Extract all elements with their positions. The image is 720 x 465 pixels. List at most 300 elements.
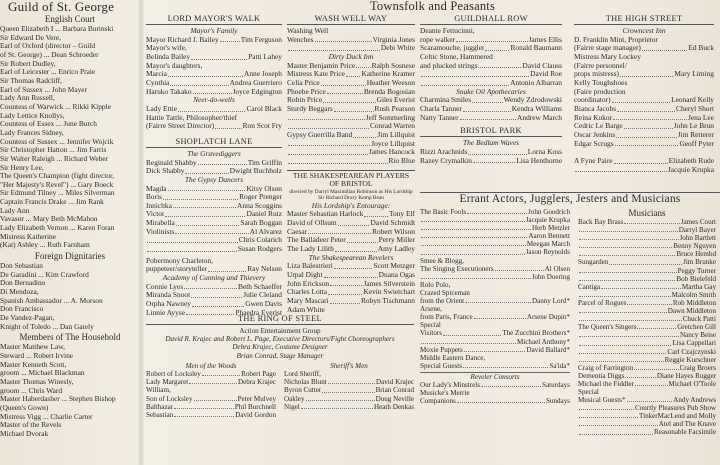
performer-name: Martha Gay [681,282,716,291]
cast-row [574,166,714,175]
text-line: Action Entertainment Group [239,327,321,335]
dot-leader [609,258,682,264]
dot-leader [616,131,676,138]
performer-name: Kendra Williams [511,104,562,113]
dot-leader [579,267,677,273]
cast-row [578,412,716,420]
dot-leader [288,148,368,155]
performer-name: Chuck Patti [682,315,716,324]
performer-name: Darryl Bayer [678,226,716,235]
performer-name: Julie Cleland [243,291,282,300]
performer-name: Wendy Zdrodowski [503,96,562,105]
musicians [578,208,716,437]
cast-row [420,281,570,289]
performer-name: James Court [680,218,716,226]
performer-name: Daniel Ruiz [246,210,282,219]
dot-leader [579,412,638,418]
cast-row [578,307,716,315]
townsfolk-heading: Townsfolk and Peasants [369,0,496,13]
cast-row [420,216,570,224]
dot-leader [579,242,672,248]
washwell-column [287,14,415,314]
dot-leader [338,219,370,226]
cast-row [578,275,716,283]
role-name: Musical Guests* [578,396,626,405]
role-name: Oakley [284,394,305,403]
role-name: Crazed Spiceman [420,288,470,297]
cast-row [287,96,415,105]
performer-name: Tim Griffin [247,158,282,167]
role-name: Hattie Tattle, Philosopher/thief [146,113,238,122]
dot-leader [624,122,673,129]
dot-leader [463,105,511,112]
role-name: and plucked strings [420,61,478,70]
cast-row [287,297,415,306]
dot-leader [601,283,681,289]
cast-row [287,288,415,297]
performer-name: John Bartlett [679,234,716,243]
text-line: groom ... Chris Ward [0,386,63,395]
performer-name: James Hancock [368,148,415,157]
dot-leader [168,70,243,77]
performer-name: Ed Buck [688,44,714,53]
dot-leader [347,236,378,243]
role-name: Special [578,387,599,396]
text-line: groom ... Michael Blackman [0,369,85,378]
role-name: Marcia [146,70,167,79]
dot-leader [323,96,376,103]
performer-name: Perry Miller [378,236,415,245]
role-name: David of Ollsum [287,219,337,228]
performer-name: Peggy Turner [677,266,716,275]
performer-name: Antonio Albarran [510,78,562,87]
performer-name: Peter Mulvey [237,394,276,403]
cast-row [287,140,415,149]
dot-leader [335,245,377,252]
gypsy-dancers-sub: The Gypsy Dancers [184,174,244,184]
cast-row [284,378,414,386]
cast-row [420,240,570,248]
performer-name: John Goodrich [528,208,570,216]
role-name: Charles Lotta [287,288,328,297]
cast-row [287,36,415,45]
dot-leader [174,403,234,409]
role-name: Pobermony Charleton, [146,256,213,265]
cast-row [146,370,276,378]
cast-row [420,36,562,45]
cast-row [574,70,714,79]
cast-row [574,53,714,62]
gravediggers-list [146,159,282,176]
cast-row [146,53,282,62]
role-name: Edgar Scrugs [574,139,614,148]
dot-leader [642,44,687,51]
highstreet-heading: THE HIGH STREET [574,14,714,25]
performer-name: Beth Schaeffer [238,282,282,291]
role-name: Natty Tanner [420,113,459,122]
cast-row [578,242,716,250]
cast-row [146,114,282,123]
errant-left [420,208,570,405]
role-name: Reginald Shabby [146,158,197,167]
role-name: (Fairre personnel/ [574,61,627,70]
cast-row [420,148,562,157]
cast-row [287,157,415,166]
role-name: Special [420,321,441,330]
cast-row [420,397,570,405]
dot-leader [457,397,545,403]
cast-row [574,105,714,114]
cast-row [420,389,570,397]
role-name: Mary Mascari [287,297,329,306]
cast-row [146,159,282,168]
cast-row [420,53,562,62]
entourage-sub: His Lordship's Entourage: [311,200,391,210]
gravediggers-sub: The Gravediggers [187,148,241,158]
ring-credits [146,327,414,360]
text-line: Master Thomas Winesly, [0,377,74,386]
dot-leader [356,62,371,69]
sheriffs-men [284,362,414,419]
performer-name: Brenda Bogosian [363,87,415,96]
cast-row [578,226,716,234]
cast-row [420,248,570,256]
cast-row [287,262,415,271]
errant-heading: Errant Actors, Jugglers, Jesters and Musicians [420,192,720,206]
performer-name: Kevin Swietchart [363,288,415,297]
cast-row [574,36,714,45]
performer-name: Dawn Middleton [667,307,716,316]
cast-row [578,258,716,266]
dot-leader [481,381,541,387]
court-entry: Lady Ann [0,206,30,215]
court-entry: "Her Majesty's Revel") ... Gary Boeck [0,180,114,189]
cast-row [420,321,570,329]
dot-leader [334,105,374,112]
dot-leader [579,275,675,281]
cast-row [578,348,716,356]
performer-name: Jacquie Krupka [667,165,714,174]
dot-leader [147,245,237,252]
role-name: Cedric Le Barge [574,122,623,131]
role-name: Orpha Nawney [146,300,191,309]
performer-name: Reggie Kurschner [664,355,716,364]
court-heading: English Court [44,14,96,24]
ring-heading: THE RING OF STEEL [146,314,414,325]
performer-name: Gretchen Gill [677,323,716,332]
performer-name: Jacquie Krupka [525,216,570,225]
performer-name: Danny Lord* [531,297,570,306]
performer-name: Lorna Koss [527,147,562,156]
academy-list [146,283,282,318]
mayor-family-sub: Mayor's Family [190,26,238,35]
performer-name: Carol Black [246,104,282,113]
dot-leader [613,114,687,121]
performer-name: Phaedra Everist [235,308,282,317]
performer-name: Reasonable Facsimile [653,428,716,437]
lord-mayor-heading: LORD MAYOR'S WALK [146,14,282,25]
dot-leader [614,157,668,164]
role-name: Parcel of Rogues [578,298,627,307]
role-name: Adam White [287,305,325,314]
dot-leader [579,428,653,434]
role-name: Arsene, [420,305,442,314]
performer-name: Atel and The Knave [658,420,716,429]
text-line: Master Matthew Law, [0,343,65,352]
dot-leader [194,395,237,401]
household-heading: Members of The Household [19,332,121,343]
role-name: Deante Fettucinni, [420,27,475,35]
court-entry: Lady Frances Sidney, [0,128,64,137]
text-line: Steward ... Robert Irvine [0,351,74,360]
performer-name: Diane Hayes Rugger [656,371,716,380]
performer-name: Chris Colarich [238,236,282,245]
role-name: Oscar Jenkins [574,130,616,139]
cast-row [420,224,570,232]
cast-row [146,62,282,71]
highstreet-column [574,14,714,174]
role-name: Sungarden [578,258,609,267]
court-entry: Mistress Katherine [0,232,57,241]
role-name: Victor [146,210,165,219]
performer-name: The Zucchini Brothers* [502,329,570,338]
role-name: Miranda Snoot [146,291,191,300]
role-name: Moxie Puppets [420,345,463,354]
role-name: Washing Well [287,27,329,35]
role-name: from Paris, France [420,313,473,322]
performer-name: Amy Ladley [377,245,415,254]
text-line: Knight of Toledo ... Dan Gately [0,322,94,331]
role-name: Craig of Farrington [578,363,634,372]
dot-leader [192,300,244,307]
court-entry: Queen Elizabeth I ... Barbara Burinski [0,25,114,33]
revelers-sub: The Shakespearean Revelers [308,252,394,262]
cast-row [146,245,282,254]
dot-leader [421,70,529,77]
performer-name: Jeff Sommerling [365,113,415,122]
apothecaries-sub: Snake Oil Apothecaries [456,86,526,96]
entourage-list [287,210,415,253]
dot-leader [579,356,664,362]
cast-row [420,105,562,114]
role-name: Celtic Stone, Hammered [420,52,493,61]
cast-row [287,131,415,140]
role-name: The Balladeer Peter [287,236,346,245]
role-name: coordinator) [574,96,611,105]
performer-name: Sa'ida* [549,361,570,370]
dot-leader [328,288,362,295]
dot-leader [460,114,517,121]
role-name: Connie Lyes [146,282,184,291]
performer-name: Tim Ferguson [240,35,282,44]
men-of-woods [146,362,276,419]
dot-leader [168,185,246,192]
cast-row [420,273,570,281]
role-name: Cantiga [578,282,601,291]
text-line: (Queen's Gown) [0,403,49,412]
performer-name: Ralph Sosnese [371,61,415,70]
musicians-heading: Musicians [628,208,666,218]
dot-leader [315,36,372,43]
cast-row [578,364,716,372]
cast-row [578,420,716,428]
role-name: Sebastian [146,411,174,420]
reveler-title: Reveler Consorts [420,372,570,381]
role-name: Caesar [287,227,308,236]
court-entry: Earl of Leicester ... Enrico Praie [0,68,96,77]
role-name: Master Sebastian Harlock [287,210,364,219]
cast-row [146,386,276,394]
role-name: A Fyne Paire [574,156,613,165]
role-name: Phoebe Price [287,87,326,96]
court-entry: Captain Francis Drake ... Jim Rank [0,198,104,207]
foreign-heading: Foreign Dignitaries [34,251,106,262]
bedlam-sub: The Bedlam Waves [463,138,519,148]
role-name: Robert of Locksley [146,370,201,379]
performer-name: Gwen Davis [245,300,282,309]
cast-row [578,331,716,339]
performer-name: Phil Burchnell [234,402,276,411]
cast-row [578,428,716,436]
performer-name: Conrad Warren [369,122,415,131]
dot-leader [328,378,375,384]
court-entry: The Queen's Champion (fight director, [0,172,115,181]
cast-row [420,44,562,53]
performer-name: Carl Czajczynski [667,347,716,356]
role-name: Our Lady's Minstrels [420,380,480,389]
dot-leader [495,265,544,271]
cast-row [420,96,562,105]
court-entry: Sir Thomas Radcliff, [0,76,62,85]
shakespeare-heading-2: OF BRISTOL [329,179,373,189]
text-line: Spanish Ambassador ... A. Morson [0,296,103,305]
highstreet-list [574,36,714,175]
dot-leader [634,364,678,370]
guildhall-list [420,27,562,88]
mayor-family-list [146,36,282,97]
performer-name: Michael O'Toole [668,379,716,388]
role-name: Liza Balestrieri [287,262,333,271]
text-line: Master Kenneth Scott, [0,360,67,369]
performer-name: Jim Brunke [683,258,716,267]
dot-leader [474,313,526,319]
dot-leader [579,307,667,313]
court-entry: (Kat) Ashley ... Ruth Farnham [0,241,90,250]
cast-row [420,232,570,240]
dot-leader [174,411,234,417]
dot-leader [579,348,666,354]
cast-row [420,297,570,305]
role-name: Wenches [287,35,314,44]
text-line: De Garadini ... Kim Crawford [0,270,89,279]
performer-name: Rob Middleton [672,298,716,307]
performer-name: Susan Rodgers [237,245,282,254]
role-name: Mayor's wife, [146,44,187,53]
cast-row [287,27,415,36]
cast-row [420,329,570,337]
cast-row [578,356,716,364]
cast-row [146,36,282,45]
ring-of-steel [146,314,414,419]
cast-row [146,257,282,266]
cast-row [578,372,716,380]
dot-leader [170,79,228,86]
cast-row [578,299,716,307]
cast-row [146,210,282,219]
role-name: Belinda Bailey [146,52,191,61]
performer-name: Jason Reynolds [525,248,570,257]
role-name: Visitors [420,329,443,338]
court-entry: Sir Henry Lee, [0,163,44,172]
cast-row [287,62,415,71]
cast-row [146,219,282,228]
cast-row [146,105,282,114]
cast-row [420,338,570,346]
cast-row [287,114,415,123]
performer-name: Benny Nguyen [673,242,716,251]
cast-row [146,185,282,194]
dot-leader [202,370,240,376]
sheriffs-men-sub: Sheriff's Men [330,361,368,370]
role-name: Charla Tanner [420,104,462,113]
dot-leader [324,271,378,278]
cast-row [420,114,562,123]
cast-row [574,122,714,131]
dot-leader [353,131,376,138]
text-line: David R. Krajec and Robert L. Page, Executive Directors/Fight Choreographers [165,335,395,344]
role-name: Cynthia [146,78,170,87]
performer-name: Lisa Henthorne [516,156,562,165]
cast-row [146,411,276,419]
court-entry: Sir Christopher Hatton ... Jim Farris [0,146,107,155]
cast-row [578,315,716,323]
dot-leader [465,297,531,303]
gypsy-dancers-list [146,185,282,254]
dot-leader [346,70,361,77]
performer-name: Dwight Buchholz [229,167,282,176]
performer-name: Giles Everist [376,96,415,105]
court-entry: Sir Edward De Vere, [0,33,62,42]
dot-leader [288,44,380,51]
shoplatch-heading: SHOPLATCH LANE [146,137,282,148]
dot-leader [208,265,246,272]
role-name: (Faire production [574,87,626,96]
cast-row [578,323,716,331]
cast-row [146,44,282,53]
lord-mayor-column [146,14,282,317]
role-name: props mistress) [574,70,619,79]
dot-leader [617,105,675,112]
performer-name: Andy Andrews [673,396,716,405]
role-name: Back Bay Brass [578,218,624,226]
performer-name: Anna Scoggins [237,201,282,210]
role-name: Magda [146,184,167,193]
cast-row [146,228,282,237]
cast-row [146,283,282,292]
role-name: Mayor Richard J. Bailey [146,35,219,44]
dot-leader [575,166,667,173]
cast-row [578,404,716,412]
cast-row [420,27,562,36]
washwell-heading: WASH WELL WAY [287,14,415,25]
cast-row [420,257,570,265]
performer-name: Debra Krajec [237,378,276,387]
performer-name: Lisa Cappellari [672,339,716,348]
role-name: (Fairre Street Director) [146,122,215,131]
performer-name: Joyce Lillquist [371,139,415,148]
role-name: Reina Kukor [574,113,612,122]
apothecaries-list [420,96,562,122]
